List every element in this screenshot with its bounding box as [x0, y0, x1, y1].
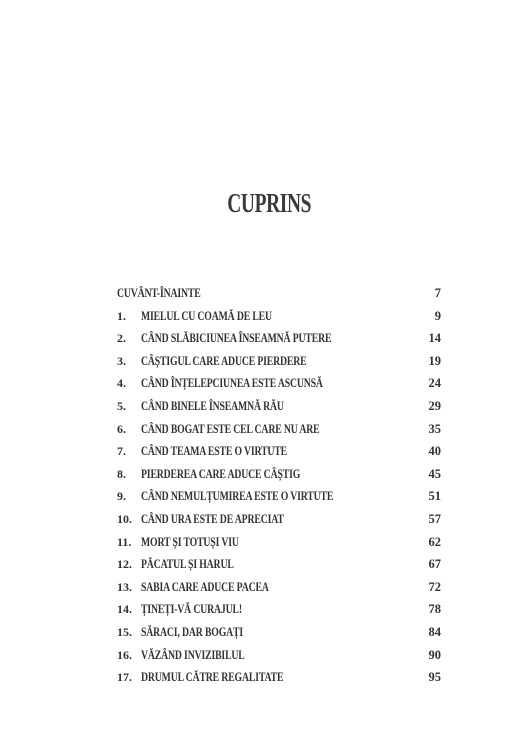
toc-entry [117, 579, 441, 602]
toc-entry-title: ȚINEȚI-VĂ CURAJUL! [141, 602, 242, 617]
toc-entry-page: 29 [428, 398, 441, 413]
toc-entry-title: MORT ȘI TOTUȘI VIU [141, 534, 239, 549]
toc-entry-page: 9 [434, 308, 441, 323]
toc-entry-page: 35 [428, 421, 441, 436]
toc-entry-title: CÂND NEMULȚUMIREA ESTE O VIRTUTE [141, 489, 334, 504]
toc-entry-intro [117, 285, 441, 308]
toc-entry-page: 78 [428, 602, 441, 617]
toc-entry [117, 421, 441, 444]
table-of-contents [117, 285, 441, 692]
toc-entry-number: 14. [117, 602, 132, 617]
toc-entry-page: 95 [428, 670, 441, 685]
toc-entry [117, 398, 441, 421]
toc-entry-title: CUVÂNT-ÎNAINTE [117, 286, 201, 300]
toc-entry-page: 45 [428, 466, 441, 481]
toc-entry-title: CÂND BOGAT ESTE CEL CARE NU ARE [141, 421, 320, 436]
toc-entry [117, 308, 441, 331]
toc-entry-number: 9. [117, 489, 126, 504]
toc-entry-page: 90 [428, 647, 441, 662]
toc-entry [117, 511, 441, 534]
toc-entry-page: 24 [428, 376, 441, 391]
toc-entry-number: 10. [117, 511, 132, 526]
toc-entry-page: 62 [428, 534, 441, 549]
toc-entry-title: SABIA CARE ADUCE PACEA [141, 579, 269, 594]
toc-entry-page: 19 [428, 353, 441, 368]
toc-entry-page: 7 [434, 286, 441, 300]
toc-entry-title: PIERDEREA CARE ADUCE CÂȘTIG [141, 466, 301, 481]
toc-entry-page: 14 [428, 331, 441, 346]
toc-entry-title: CÂND TEAMA ESTE O VIRTUTE [141, 444, 288, 459]
page-title: CUPRINS [227, 188, 312, 218]
toc-entry [117, 330, 441, 353]
toc-entry-number: 4. [117, 376, 126, 391]
toc-entry [117, 669, 441, 692]
toc-entry-title: CÂND URA ESTE DE APRECIAT [141, 511, 284, 526]
toc-entry-title: PĂCATUL ȘI HARUL [141, 557, 234, 572]
toc-entry [117, 601, 441, 624]
toc-entry-number: 12. [117, 557, 132, 572]
toc-entry [117, 443, 441, 466]
toc-entry-number: 6. [117, 421, 126, 436]
toc-entry-number: 17. [117, 670, 132, 685]
toc-entry-number: 16. [117, 647, 132, 662]
toc-entry-number: 3. [117, 353, 126, 368]
toc-entry [117, 488, 441, 511]
toc-entry [117, 353, 441, 376]
toc-entry-title: CÂȘTIGUL CARE ADUCE PIERDERE [141, 353, 307, 368]
toc-entry-number: 7. [117, 444, 126, 459]
toc-entry-title: SĂRACI, DAR BOGAȚI [141, 624, 244, 639]
toc-entry-number: 11. [117, 534, 132, 549]
toc-entry-number: 5. [117, 398, 126, 413]
toc-entry-number: 8. [117, 466, 126, 481]
toc-entry-title: MIELUL CU COAMĂ DE LEU [141, 308, 272, 323]
toc-entry-number: 1. [117, 308, 126, 323]
toc-entry [117, 466, 441, 489]
toc-entry-title: CÂND BINELE ÎNSEAMNĂ RĂU [141, 398, 284, 413]
toc-entry-page: 57 [428, 511, 441, 526]
toc-entry-title: DRUMUL CĂTRE REGALITATE [141, 670, 284, 685]
toc-entry-page: 67 [428, 557, 441, 572]
toc-entry-title: VĂZÂND INVIZIBILUL [141, 647, 245, 662]
toc-entry [117, 556, 441, 579]
toc-entry-title: CÂND ÎNȚELEPCIUNEA ESTE ASCUNSĂ [141, 376, 323, 391]
toc-entry-number: 2. [117, 331, 126, 346]
toc-entry-title: CÂND SLĂBICIUNEA ÎNSEAMNĂ PUTERE [141, 331, 332, 346]
toc-entry-page: 51 [428, 489, 441, 504]
toc-entry-page: 40 [428, 444, 441, 459]
toc-entry [117, 375, 441, 398]
toc-entry-number: 15. [117, 624, 132, 639]
toc-entry [117, 534, 441, 557]
toc-entry [117, 624, 441, 647]
toc-entry-number: 13. [117, 579, 132, 594]
toc-entry-page: 72 [428, 579, 441, 594]
toc-entry [117, 647, 441, 670]
toc-entry-page: 84 [428, 624, 441, 639]
